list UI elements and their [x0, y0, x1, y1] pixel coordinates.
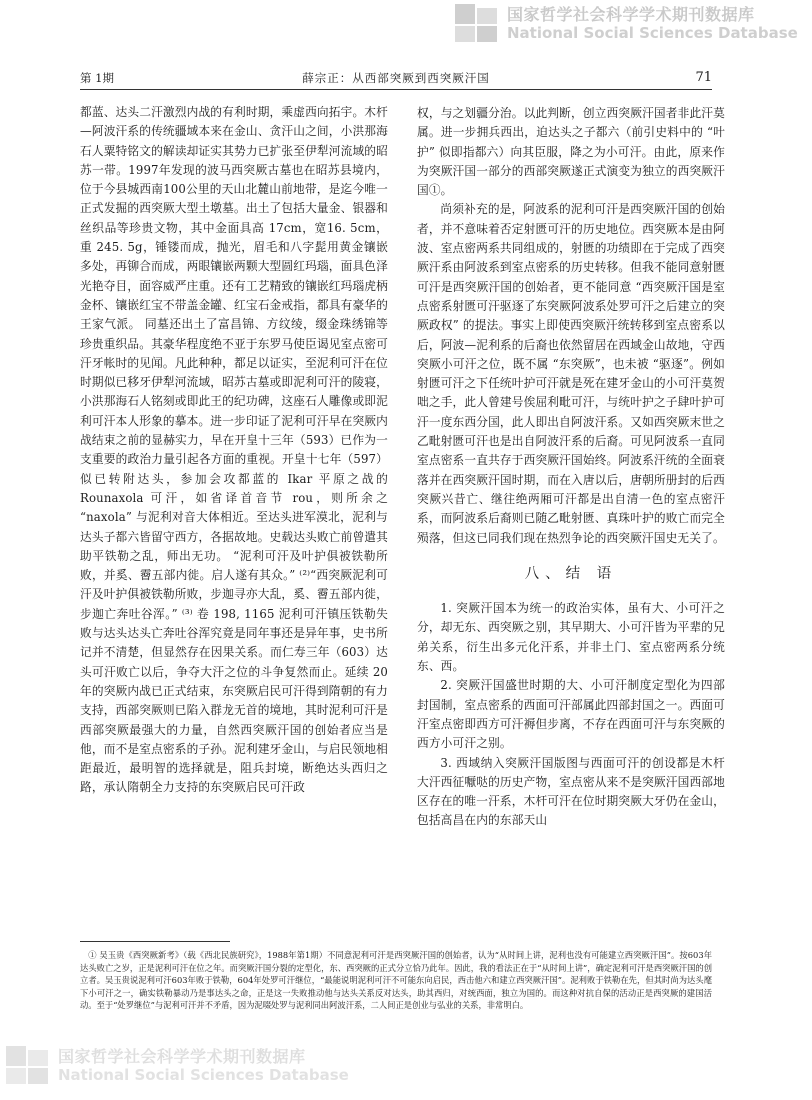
right-column	[417, 104, 725, 831]
conclusion-item: 3. 西域纳入突厥汗国版图与西面可汗的创设都是木杆大汗西征嚈哒的历史产物，室点密从来不是突厥汗国西部地区存在的唯一汗系，木杆可汗在位时期突厥大牙仍在金山，包括高昌在内的东部天山	[417, 755, 725, 828]
body-paragraph: 尚须补充的是，阿波系的泥利可汗是西突厥汗国的创始者，并不意味着否定射匮可汗的历史地位。西突厥本是由阿波、室点密两系共同组成的，射匮的功绩即在于完成了西突厥汗系由阿波系到室点密系的历史转移。但我不能同意射匮可汗是西突厥汗国的创始者，更不能同意 “西突厥汗国是室点密系射匮可汗驱逐了东突厥阿波系处罗可汗之后建立的突厥政权” 的提法。事实上即使西突厥汗统转移到室点密系以后，阿波—泥利系的后裔也依然留居在西域金山故地，守西突厥小可汗之位，既不属 “东突厥”，也未被 “驱逐”。例如射匮可汗之下任统叶护可汗就是死在建牙金山的小可汗莫贺咄之手，此人曾建号俟屈利毗可汗，与统叶护之子肆叶护可汗一度东西分国，此人即出自阿波汗系。又如西突厥末世之乙毗射匮可汗也是出自阿波汗系的后裔。可见阿波系一直同室点密系一直共存于西突厥汗国始终。阿波系汗统的全面衰落并在西突厥汗国时期，而在入唐以后，唐朝所册封的后西突厥兴昔亡、继往绝两厢可汗都是出自清一色的室点密汗系，而阿波系后裔则已随乙毗射匮、真珠叶护的败亡而完全殒落，但这已同我们现在热烈争论的西突厥汗国史无关了。	[417, 202, 725, 545]
footnote-rule	[80, 941, 230, 942]
database-logo-icon	[455, 4, 499, 44]
page-header	[80, 70, 712, 88]
left-column	[80, 103, 388, 798]
watermark-cn: 国家哲学社会科学学术期刊数据库	[507, 5, 755, 25]
conclusion-item: 1. 突厥汗国本为统一的政治实体，虽有大、小可汗之分，却无东、西突厥之别，其早期大、小可汗皆为平辈的兄弟关系，衍生出多元化汗系，并非土门、室点密两系分统东、西。	[417, 601, 725, 674]
conclusion-item: 2. 突厥汗国盛世时期的大、小可汗制度定型化为四部封国制，室点密系的西面可汗部属此四部封国之一。西面可汗室点密即西方可汗褥但步离，不存在西面可汗与东突厥的西方小可汗之别。	[417, 678, 725, 751]
watermark-en: National Social Sciences Database	[507, 23, 798, 42]
watermark-cn: 国家哲学社会科学学术期刊数据库	[58, 1047, 306, 1067]
issue-number: 第 1期	[80, 71, 114, 85]
footnote-text: ① 吴玉贵《西突厥新考》（载《西北民族研究》，1988年第1期）不同意泥利可汗是西突厥汗国的创始者，认为“从时间上讲，泥利也没有可能建立西突厥汗国”。按603年达头败亡之岁，正是泥利可汗在位之年。而突厥汗国分裂的定型化，东、西突厥的正式分立恰乃此年。因此，我的看法正在于“从时间上讲”，确定泥利可汗是西突厥汗国的创立者。吴玉贵说泥利可汗603年败于铁勒，604年处罗可汗继位，“最能说明泥利可汗不可能东向启民，西击他六和建立西突厥汗国”。泥利败于铁勒在先，但其时尚为达头麾下小可汗之一，确实铁勒暴动乃是事达头之命，正是这一失败推动他与达头关系反对达头，助其西归，对统西面，独立为国的。而这种对抗自保的活动正是西突厥的建国活动。至于“处罗继位”与泥利可汗并不矛盾，因为泥啜处罗与泥利同出阿波汗系，二人间正是创业与弘业的关系，非常明白。	[80, 950, 712, 1011]
body-paragraph: 都蓝、达头二汗激烈内战的有利时期，乘虚西向拓宇。木杆—阿波汗系的传统疆域本来在金山、贪汗山之间，小洪那海石人粟特铭文的解读却证实其势力已扩张至伊犁河流域的昭苏一带。1997年发现的波马西突厥古墓也在昭苏县境内，位于今县城西南100公里的天山北麓山前地带，是迄今唯一正式发掘的西突厥大型土墩墓。出土了包括大量金、银器和丝织品等珍贵文物，其中金面具高 17cm，宽16. 5cm，重 245. 5g，锤镂而成，抛光，眉毛和八字髭用黄金镶嵌多处，再铆合而成，两眼镶嵌两颗大型圆红玛瑙，面具色泽光艳夺目，面容威严庄重。还有工艺精致的镶嵌红玛瑙虎柄金杯、镶嵌红宝不带盖金罐、红宝石金戒指，都具有豪华的王家气派。 同墓还出土了富昌锦、方纹绫，缀金珠绣锦等珍贵重织品。其豪华程度绝不亚于东罗马使臣谒见室点密可汗牙帐时的见闻。凡此种种，都足以证实，至泥利可汗在位时期似已移牙伊犁河流域，昭苏古墓或即泥利可汗的陵寝，小洪那海石人铭刻或即此王的纪功碑，这座石人雕像或即泥利可汗本人形象的摹本。进一步印证了泥利可汗早在突厥内战结束之前的显赫实力，早在开皇十三年（593）已作为一支重要的政治力量引起各方面的重视。开皇十七年（597）似已转附达头，参加会攻都蓝的 Ikar 平原之战的 Rounaxola 可汗，如省译首音节 rou，则所余之 “naxola” 与泥利对音大体相近。至达头进军漠北，泥利与达头子都六皆留守西方，各据故地。史载达头败亡前曾遣其助平铁勒之乱，师出无功。 “泥利可汗及叶护俱被铁勒所败，并奚、霫五部内徙。启人遂有其众。” ⁽²⁾“西突厥泥利可汗及叶护俱被铁勒所败，步迦寻亦大乱，奚、霫五部内徙，步迦亡奔吐谷浑。” ⁽³⁾ 卷 198, 1165 泥利可汗镇压铁勒失败与达头达头亡奔吐谷浑究竟是同年事还是异年事，史书所记并不清楚，但显然存在因果关系。而仁寿三年（603）达头可汗败亡以后，争夺大汗之位的斗争复然而止。延续 20年的突厥内战已正式结束，东突厥启民可汗得到隋朝的有力支持，西部突厥则已陷入群龙无首的境地，其时泥利可汗是西部突厥最强大的力量，自然西突厥汗国的创始者应当是他，而不是室点密系的子孙。泥利建牙金山，与启民领地相距最近，最明智的选择就是，阻兵封境，断绝达头西归之路，承认隋朝全力支持的东突厥启民可汗政	[80, 105, 388, 795]
page-number: 71	[695, 70, 712, 85]
watermark-en: National Social Sciences Database	[58, 1065, 349, 1084]
header-rule	[80, 89, 712, 90]
body-paragraph: 权，与之划疆分治。以此判断，创立西突厥汗国者非此汗莫属。进一步拥兵西出，迫达头之子都六（前引史料中的 “叶护” 似即指都六）向其臣服，降之为小可汗。由此，原来作为突厥汗国一部分的西部突厥遂正式演变为独立的西突厥汗国①。	[417, 106, 725, 198]
section-heading: 八、结 语	[524, 565, 618, 582]
footnote	[80, 949, 712, 1012]
database-logo-icon	[6, 1046, 50, 1086]
watermark-top	[455, 4, 798, 44]
running-title: 薛宗正：从西部突厥到西突厥汗国	[302, 71, 490, 85]
watermark-bottom	[6, 1046, 349, 1086]
